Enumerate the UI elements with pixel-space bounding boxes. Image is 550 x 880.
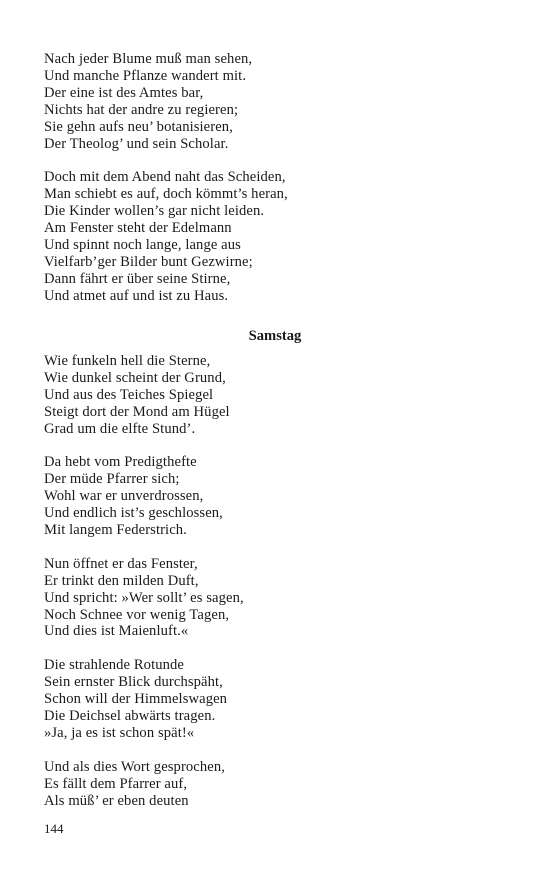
verse-line: Die Kinder wollen’s gar nicht leiden. (44, 203, 265, 220)
verse-line: Er trinkt den milden Duft, (44, 572, 199, 589)
verse-line: Wie funkeln hell die Sterne, (44, 353, 211, 369)
verse-line: Wohl war er unverdrossen, (44, 488, 204, 505)
stanza (44, 454, 514, 539)
verse-line: Und endlich ist’s geschlossen, (44, 505, 223, 522)
verse-line: Noch Schnee vor wenig Tagen, (44, 606, 230, 623)
verse-line: Die Deichsel abwärts tragen. (44, 707, 216, 724)
verse-line: Sein ernster Blick durchspäht, (44, 674, 223, 691)
verse-line: Doch mit dem Abend naht das Scheiden, (44, 169, 286, 186)
verse-line: Nach jeder Blume muß man sehen, (44, 51, 253, 67)
verse-line: Da hebt vom Predigthefte (44, 454, 197, 471)
poem-continuation (44, 51, 514, 321)
verse-line: Und dies ist Maienluft.« (44, 623, 189, 640)
stanza (44, 353, 514, 438)
verse-line: Und spinnt noch lange, lange aus (44, 236, 241, 253)
verse-line: Der eine ist des Amtes bar, (44, 84, 204, 101)
verse-line: Schon will der Himmelswagen (44, 691, 228, 708)
verse-line: Man schiebt es auf, doch kömmt’s heran, (44, 186, 288, 203)
verse-line: Grad um die elfte Stund’. (44, 420, 196, 437)
verse-line: Nichts hat der andre zu regieren; (44, 101, 239, 118)
verse-line: »Ja, ja es ist schon spät!« (44, 724, 195, 741)
verse-line: Und spricht: »Wer sollt’ es sagen, (44, 589, 244, 606)
verse-line: Wie dunkel scheint der Grund, (44, 369, 226, 386)
stanza (44, 51, 514, 152)
verse-line: Als müß’ er eben deuten (44, 792, 189, 809)
verse-line: Die strahlende Rotunde (44, 657, 184, 674)
verse-line: Sie gehn aufs neu’ botanisieren, (44, 118, 233, 135)
stanza (44, 169, 514, 304)
verse-line: Und atmet auf und ist zu Haus. (44, 287, 229, 304)
verse-line: Und manche Pflanze wandert mit. (44, 67, 247, 84)
verse-line: Mit langem Federstrich. (44, 522, 187, 539)
stanza (44, 657, 514, 742)
verse-line: Am Fenster steht der Edelmann (44, 220, 232, 237)
poem-samstag (44, 353, 514, 826)
verse-line: Steigt dort der Mond am Hügel (44, 403, 230, 420)
verse-line: Der müde Pfarrer sich; (44, 471, 180, 488)
verse-line: Dann fährt er über seine Stirne, (44, 270, 231, 287)
section-title: Samstag (248, 328, 302, 344)
stanza (44, 556, 514, 641)
page-number: 144 (44, 821, 64, 836)
verse-line: Nun öffnet er das Fenster, (44, 555, 198, 572)
stanza (44, 759, 514, 810)
verse-line: Es fällt dem Pfarrer auf, (44, 775, 188, 792)
verse-line: Der Theolog’ und sein Scholar. (44, 135, 229, 152)
verse-line: Vielfarb’ger Bilder bunt Gezwirne; (44, 253, 253, 270)
verse-line: Und als dies Wort gesprochen, (44, 758, 226, 775)
verse-line: Und aus des Teiches Spiegel (44, 386, 214, 403)
